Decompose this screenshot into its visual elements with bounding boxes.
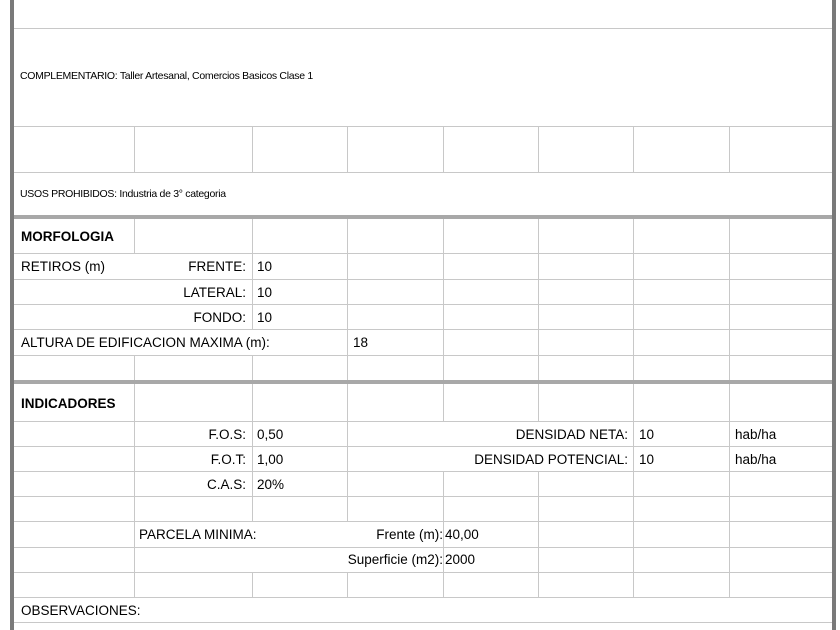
altura-maxima-value: 18 <box>353 335 369 350</box>
grid-hline <box>14 597 832 598</box>
grid-vline <box>633 384 634 597</box>
grid-vline <box>443 127 444 172</box>
observaciones-label: OBSERVACIONES: <box>21 603 141 618</box>
usos-prohibidos: USOS PROHIBIDOS: Industria de 3° categoria <box>20 188 226 200</box>
grid-vline <box>443 384 444 421</box>
grid-vline <box>347 384 348 521</box>
grid-vline <box>347 127 348 172</box>
fot-label: F.O.T: <box>210 452 246 467</box>
fondo-retiro-value: 10 <box>257 310 273 325</box>
grid-vline <box>134 219 135 253</box>
cas-label: C.A.S: <box>206 477 246 492</box>
grid-hline <box>14 521 832 522</box>
lateral-retiro-label: LATERAL: <box>183 285 246 300</box>
densidad-neta-label: DENSIDAD NETA: <box>515 427 628 442</box>
parcela-minima-label: PARCELA MINIMA: <box>139 527 257 542</box>
grid-vline <box>347 572 348 597</box>
grid-vline <box>134 355 135 380</box>
morfologia-title: MORFOLOGIA <box>21 229 114 244</box>
grid-vline <box>538 127 539 172</box>
usos-complementario: COMPLEMENTARIO: Taller Artesanal, Comercios Basicos Clase 1 <box>20 70 313 82</box>
section-divider <box>14 215 832 219</box>
densidad-neta-unit: hab/ha <box>735 427 777 442</box>
grid-hline <box>14 421 832 422</box>
parcela-superficie-value: 2000 <box>445 552 476 567</box>
parcela-frente-value: 40,00 <box>445 527 479 542</box>
grid-vline <box>538 471 539 597</box>
grid-vline <box>252 384 253 521</box>
densidad-potencial-label: DENSIDAD POTENCIAL: <box>474 452 628 467</box>
grid-vline <box>347 219 348 380</box>
altura-maxima-label: ALTURA DE EDIFICACION MAXIMA (m): <box>21 335 270 350</box>
grid-vline <box>443 219 444 380</box>
grid-hline <box>14 446 832 447</box>
parcela-superficie-label: Superficie (m2): <box>347 552 443 567</box>
lateral-retiro-value: 10 <box>257 285 273 300</box>
sheet-left-border <box>10 0 14 630</box>
grid-hline <box>14 622 832 623</box>
grid-hline <box>14 126 832 127</box>
grid-vline <box>633 127 634 172</box>
grid-vline <box>729 384 730 597</box>
grid-vline <box>134 127 135 172</box>
densidad-potencial-value: 10 <box>639 452 655 467</box>
grid-vline <box>443 471 444 597</box>
fot-value: 1,00 <box>257 452 284 467</box>
grid-hline <box>14 496 832 497</box>
grid-hline <box>14 253 832 254</box>
grid-hline <box>14 28 832 29</box>
parcela-frente-label: Frente (m): <box>376 527 443 542</box>
frente-retiro-value: 10 <box>257 259 273 274</box>
grid-hline <box>14 471 832 472</box>
indicadores-title: INDICADORES <box>21 396 116 411</box>
grid-vline <box>252 219 253 329</box>
grid-vline <box>729 127 730 172</box>
frente-retiro-label: FRENTE: <box>188 259 246 274</box>
section-divider <box>14 380 832 384</box>
grid-hline <box>14 279 832 280</box>
densidad-potencial-unit: hab/ha <box>735 452 777 467</box>
grid-hline <box>14 572 832 573</box>
grid-hline <box>14 172 832 173</box>
cas-value: 20% <box>257 477 285 492</box>
fos-label: F.O.S: <box>208 427 246 442</box>
grid-vline <box>538 384 539 421</box>
grid-hline <box>14 355 832 356</box>
retiros-label: RETIROS (m) <box>21 259 105 274</box>
grid-vline <box>633 219 634 380</box>
fondo-retiro-label: FONDO: <box>193 310 246 325</box>
densidad-neta-value: 10 <box>639 427 655 442</box>
grid-hline <box>14 547 832 548</box>
grid-vline <box>252 572 253 597</box>
grid-vline <box>538 219 539 380</box>
fos-value: 0,50 <box>257 427 284 442</box>
grid-vline <box>252 355 253 380</box>
grid-vline <box>252 127 253 172</box>
grid-hline <box>14 304 832 305</box>
grid-hline <box>14 329 832 330</box>
sheet-right-border <box>832 0 836 630</box>
grid-vline <box>729 219 730 380</box>
